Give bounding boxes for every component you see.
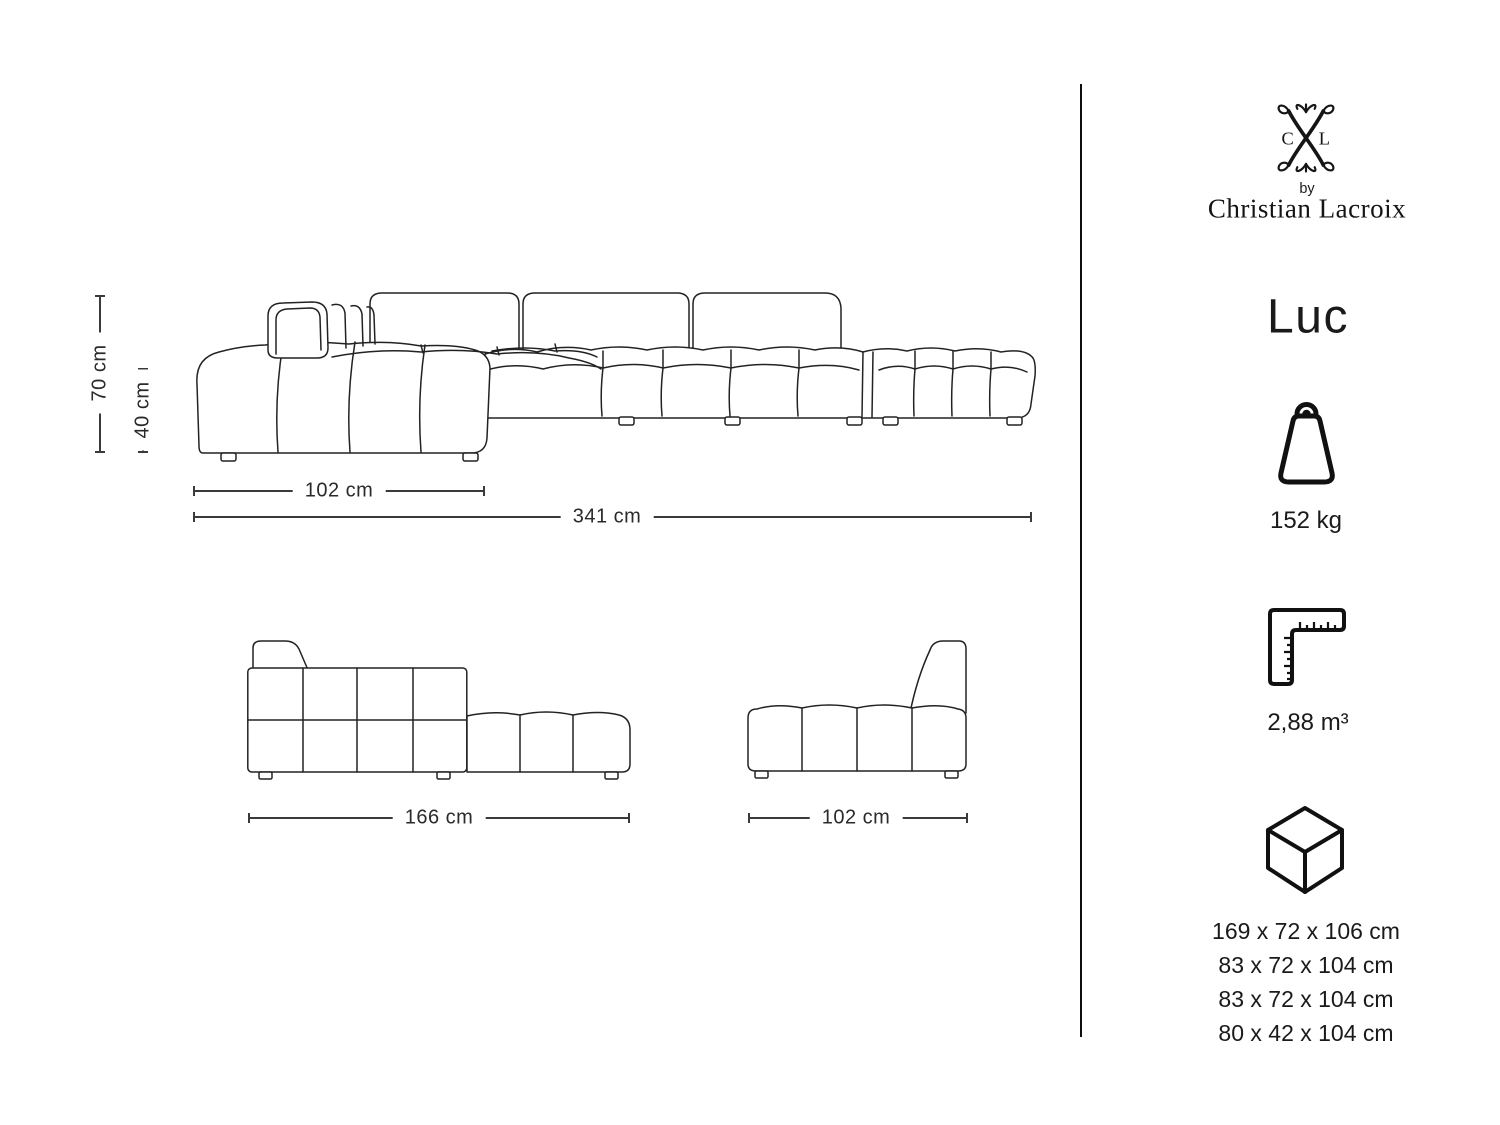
dim-label-side-right-width: 102 cm xyxy=(810,806,903,831)
package-dimension-row: 169 x 72 x 106 cm xyxy=(1212,918,1400,944)
vertical-divider xyxy=(1080,84,1082,1037)
brand-name: Christian Lacroix xyxy=(1207,193,1407,224)
package-dimension-row: 83 x 72 x 104 cm xyxy=(1218,986,1394,1012)
dim-label-side-left-width: 166 cm xyxy=(393,806,486,831)
sofa-side-view-left-drawing xyxy=(247,638,632,780)
weight-icon xyxy=(1264,399,1349,491)
monogram-letter-c: C xyxy=(1281,128,1294,149)
package-dimension-row: 83 x 72 x 104 cm xyxy=(1218,952,1394,978)
sofa-side-view-right-drawing xyxy=(747,638,968,779)
cxl-monogram-icon xyxy=(1273,98,1339,178)
dim-label-seat-height: 40 cm xyxy=(131,370,156,451)
brand-byline: by xyxy=(1299,181,1315,197)
volume-value: 2,88 m³ xyxy=(1267,709,1349,736)
monogram-letter-l: L xyxy=(1318,128,1330,149)
dim-label-total-width: 341 cm xyxy=(561,505,654,530)
product-name: Luc xyxy=(1267,290,1349,344)
dim-label-total-height: 70 cm xyxy=(88,333,113,414)
cube-icon xyxy=(1262,804,1348,896)
package-dimension-row: 80 x 42 x 104 cm xyxy=(1218,1020,1394,1046)
weight-value: 152 kg xyxy=(1269,507,1343,534)
package-dimensions-list xyxy=(1212,914,1400,1050)
sofa-front-perspective-drawing xyxy=(195,288,1040,465)
corner-ruler-icon xyxy=(1266,604,1350,690)
dim-label-chaise-width: 102 cm xyxy=(293,479,386,504)
